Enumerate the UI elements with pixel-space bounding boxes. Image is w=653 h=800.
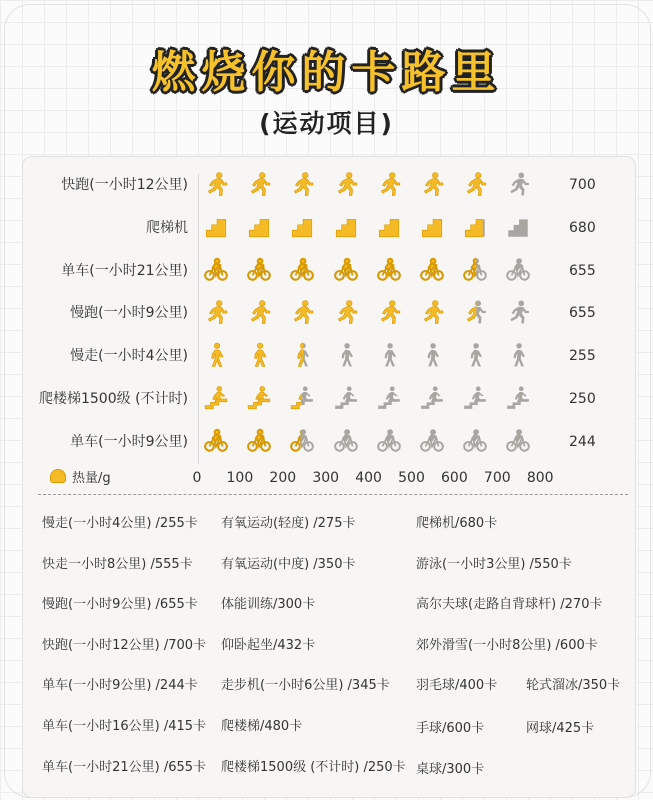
- value-label: 700: [569, 177, 596, 193]
- bicycle-icon: [462, 257, 488, 287]
- running-icon: [505, 171, 531, 201]
- stair-climb-icon: [333, 385, 359, 415]
- cycling-icon: [333, 428, 359, 458]
- legend-swatch: [50, 469, 66, 483]
- page-subtitle: (运动项目): [259, 109, 394, 138]
- category-label: 慢走(一小时4公里): [70, 348, 188, 365]
- category-label: 爬梯机: [146, 219, 188, 236]
- walking-icon: [505, 342, 531, 372]
- stair-climb-icon: [376, 385, 402, 415]
- jogging-icon: [505, 299, 531, 329]
- value-label: 250: [569, 391, 596, 407]
- activity-item: 高尔夫球(走路自背球杆) /270卡: [416, 597, 603, 613]
- activity-item: 网球/425卡: [526, 721, 595, 736]
- activity-item: 游泳(一小时3公里) /550卡: [416, 556, 572, 572]
- cycling-icon: [462, 428, 488, 458]
- x-tick-label: 400: [355, 470, 382, 486]
- activity-item: 走步机(一小时6公里) /345卡: [221, 678, 390, 694]
- jogging-icon: [333, 299, 359, 329]
- activity-item: 快走一小时8公里) /555卡: [42, 556, 193, 572]
- bicycle-icon: [333, 257, 359, 287]
- activity-item: 桌球/300卡: [416, 761, 485, 777]
- bicycle-icon: [419, 257, 445, 287]
- value-label: 655: [569, 262, 596, 279]
- activity-item: 爬楼梯/480卡: [221, 719, 303, 734]
- jogging-icon: [462, 299, 488, 329]
- cycling-icon: [203, 428, 229, 458]
- stairs-icon: [203, 214, 229, 244]
- category-label: 慢跑(一小时9公里): [70, 305, 188, 322]
- stair-climb-icon: [203, 385, 229, 415]
- category-label: 单车(一小时9公里): [70, 433, 188, 450]
- jogging-icon: [289, 299, 315, 329]
- y-axis-line: [198, 174, 199, 464]
- x-tick-label: 700: [483, 470, 511, 486]
- activity-item: 羽毛球/400卡: [416, 678, 498, 694]
- jogging-icon: [419, 299, 445, 329]
- x-tick-label: 200: [269, 470, 297, 486]
- legend-label: 热量/g: [72, 471, 111, 486]
- value-label: 680: [569, 219, 596, 236]
- activity-item: 爬楼梯1500级 (不计时) /250卡: [221, 759, 406, 775]
- activity-item: 慢走(一小时4公里) /255卡: [42, 516, 198, 531]
- x-tick-label: 800: [526, 470, 554, 486]
- x-tick-label: 600: [441, 470, 468, 486]
- walking-icon: [333, 342, 359, 372]
- activity-item: 轮式溜冰/350卡: [526, 678, 621, 694]
- bicycle-icon: [376, 257, 402, 287]
- stair-climb-icon: [246, 385, 272, 415]
- running-icon: [333, 171, 359, 201]
- value-label: 255: [569, 348, 596, 365]
- value-label: 655: [569, 305, 596, 322]
- activity-item: 单车(一小时16公里) /415卡: [42, 719, 207, 734]
- bicycle-icon: [505, 257, 531, 287]
- running-icon: [246, 171, 272, 201]
- x-tick-label: 100: [226, 470, 254, 486]
- category-label: 快跑(一小时12公里): [61, 177, 188, 193]
- running-icon: [376, 171, 402, 201]
- category-label: 单车(一小时21公里): [61, 262, 188, 279]
- stairs-icon: [505, 214, 531, 244]
- x-tick-label: 500: [398, 470, 425, 486]
- activity-item: 郊外滑雪(一小时8公里) /600卡: [416, 637, 598, 653]
- walking-icon: [246, 342, 272, 372]
- stair-climb-icon: [289, 385, 315, 415]
- cycling-icon: [419, 428, 445, 458]
- walking-icon: [376, 342, 402, 372]
- stairs-icon: [376, 214, 402, 244]
- cycling-icon: [289, 428, 315, 458]
- category-label: 爬楼梯1500级 (不计时): [38, 391, 188, 407]
- stairs-icon: [289, 214, 315, 244]
- activity-item: 仰卧起坐/432卡: [221, 637, 316, 653]
- stair-climb-icon: [505, 385, 531, 415]
- bicycle-icon: [289, 257, 315, 287]
- activity-item: 有氧运动(中度) /350卡: [221, 556, 356, 572]
- bicycle-icon: [246, 257, 272, 287]
- x-tick-label: 300: [312, 470, 340, 486]
- jogging-icon: [203, 299, 229, 329]
- running-icon: [419, 171, 445, 201]
- cycling-icon: [505, 428, 531, 458]
- walking-icon: [203, 342, 229, 372]
- cycling-icon: [246, 428, 272, 458]
- stairs-icon: [333, 214, 359, 244]
- activity-item: 单车(一小时9公里) /244卡: [42, 678, 198, 694]
- jogging-icon: [376, 299, 402, 329]
- running-icon: [289, 171, 315, 201]
- x-tick-label: 0: [192, 470, 202, 486]
- walking-icon: [462, 342, 488, 372]
- activity-item: 快跑(一小时12公里) /700卡: [42, 637, 207, 653]
- jogging-icon: [246, 299, 272, 329]
- value-label: 244: [569, 433, 596, 450]
- stair-climb-icon: [419, 385, 445, 415]
- stairs-icon: [246, 214, 272, 244]
- walking-icon: [289, 342, 315, 372]
- activity-item: 手球/600卡: [416, 721, 485, 736]
- activity-item: 体能训练/300卡: [221, 597, 316, 613]
- dashed-divider: [38, 494, 628, 495]
- stairs-icon: [419, 214, 445, 244]
- running-icon: [462, 171, 488, 201]
- activity-item: 单车(一小时21公里) /655卡: [42, 759, 207, 775]
- bicycle-icon: [203, 257, 229, 287]
- walking-icon: [419, 342, 445, 372]
- cycling-icon: [376, 428, 402, 458]
- activity-item: 慢跑(一小时9公里) /655卡: [42, 597, 198, 613]
- activity-item: 爬梯机/680卡: [416, 516, 498, 531]
- page-title: 燃烧你的卡路里: [151, 47, 502, 98]
- activity-item: 有氧运动(轻度) /275卡: [221, 516, 356, 531]
- stairs-icon: [462, 214, 488, 244]
- running-icon: [203, 171, 229, 201]
- stair-climb-icon: [462, 385, 488, 415]
